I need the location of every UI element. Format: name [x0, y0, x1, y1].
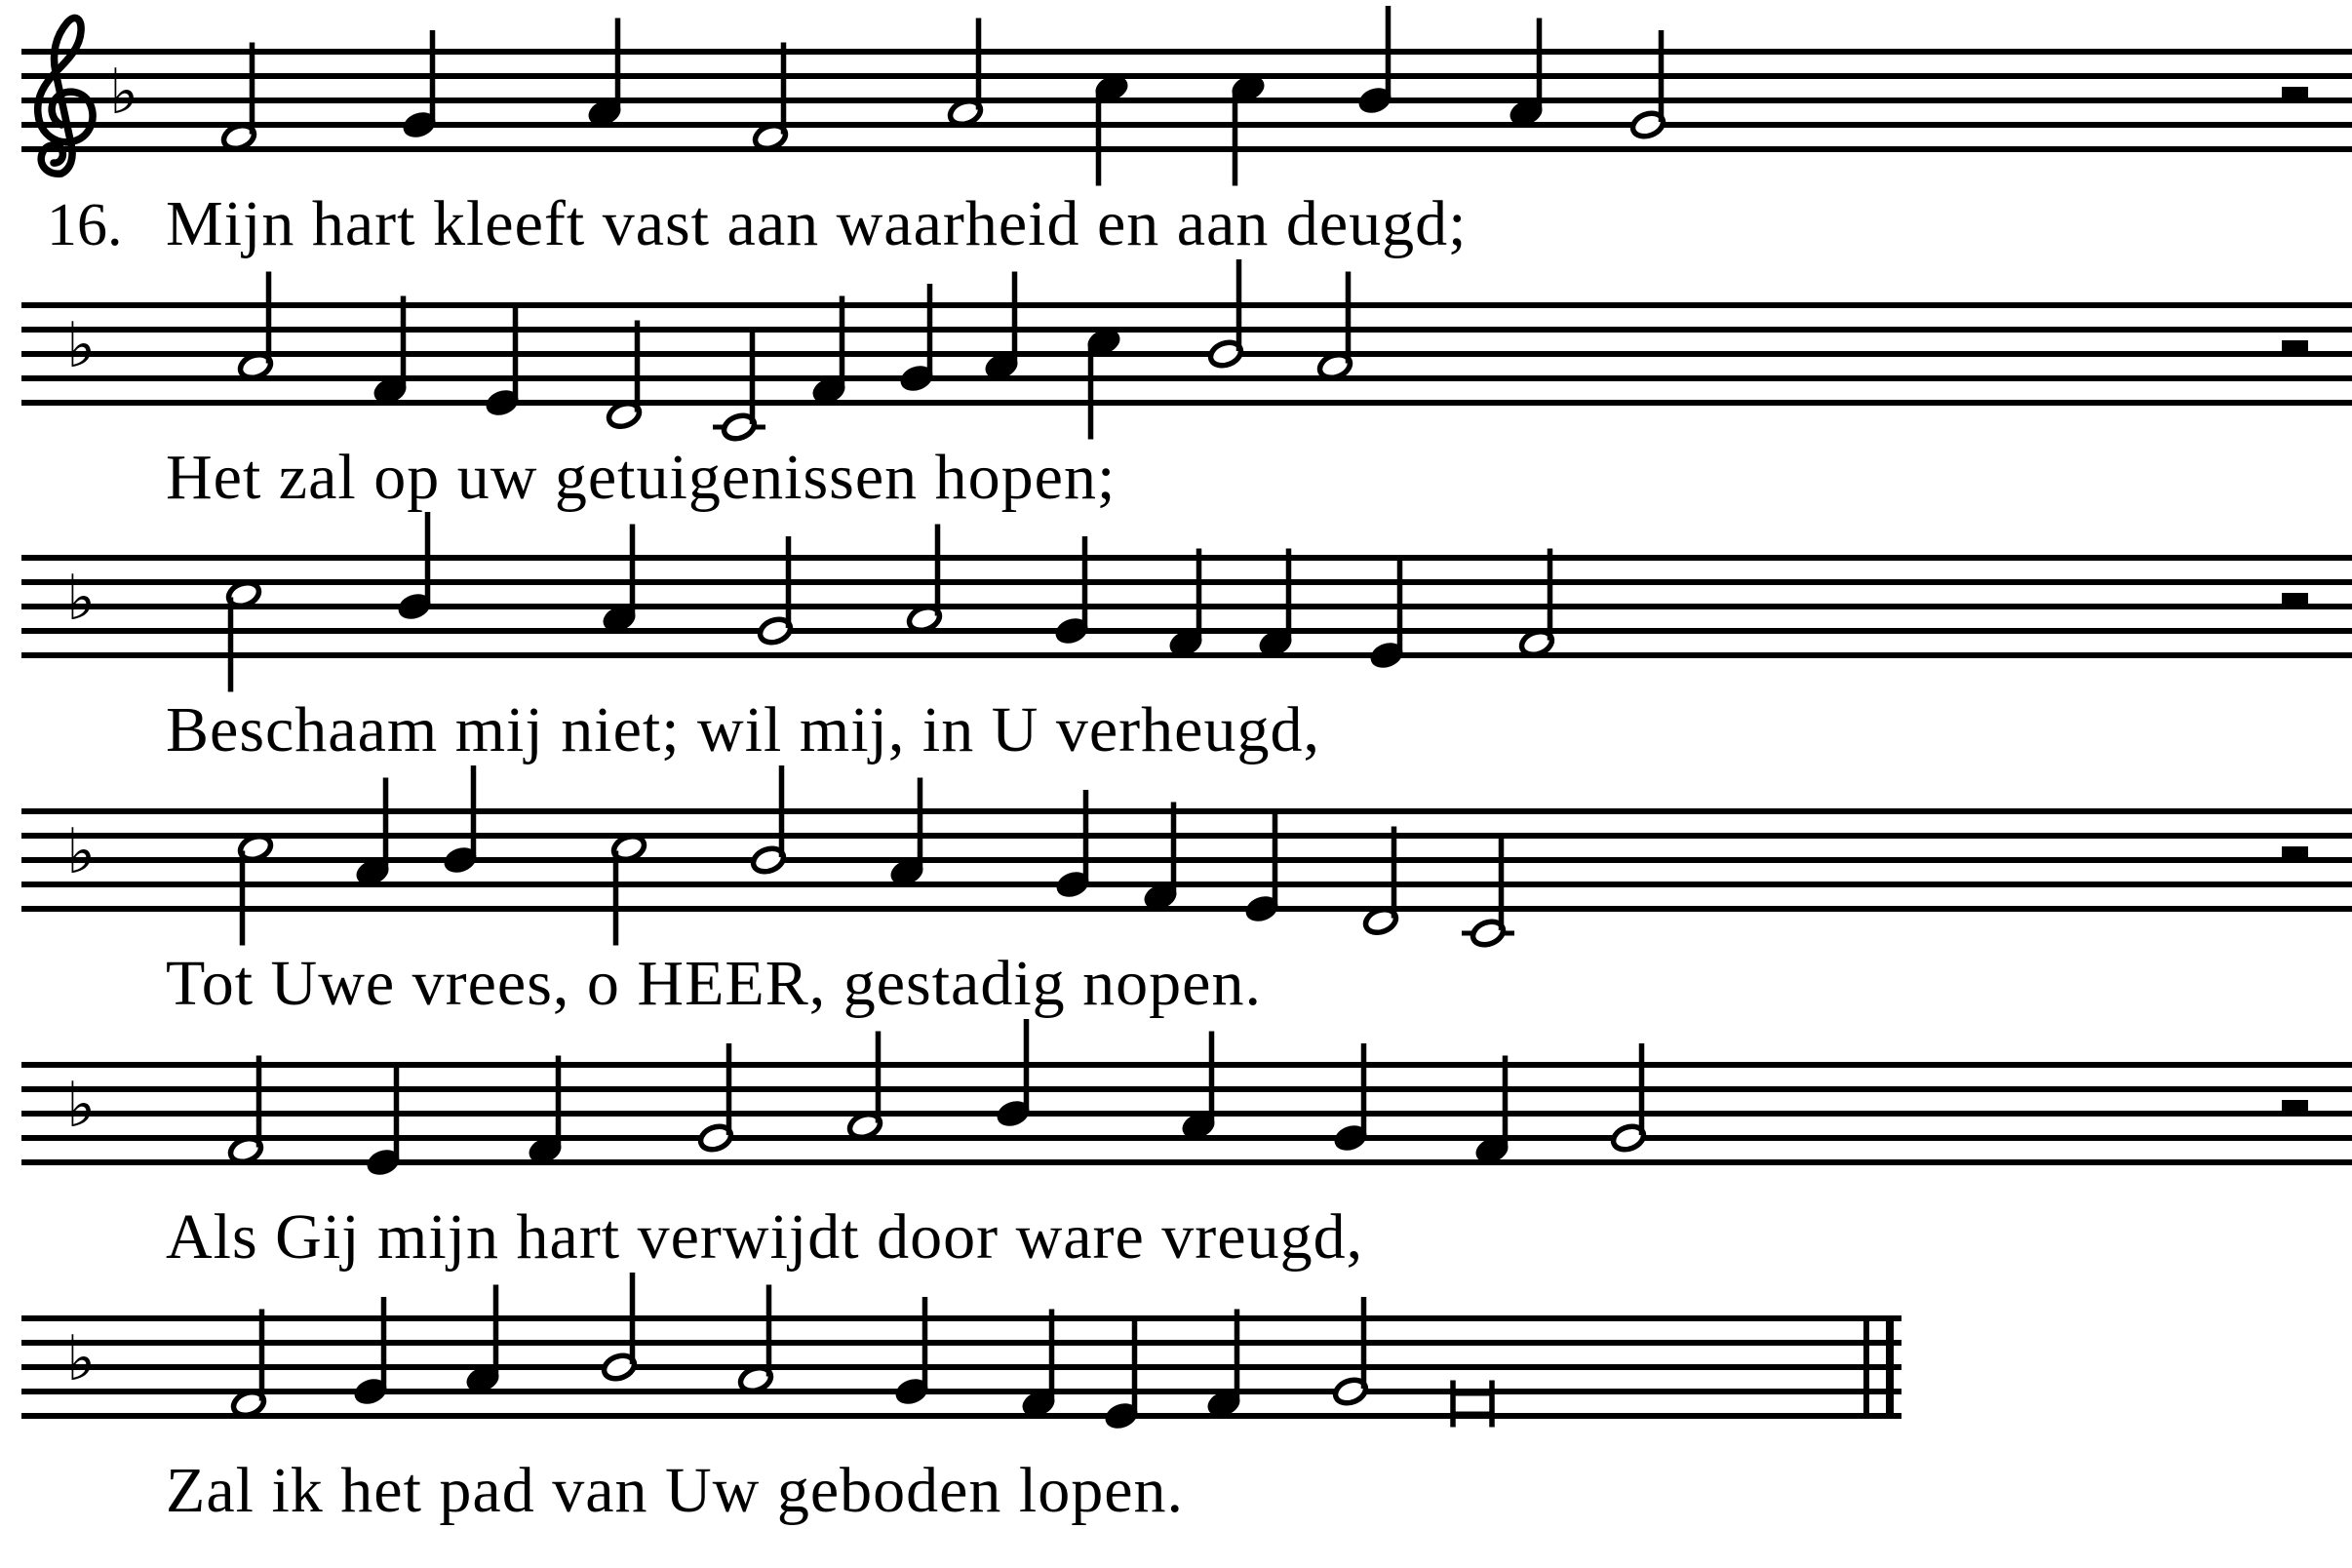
note-G4-half [1332, 1297, 1369, 1407]
verse-number: 16. [47, 192, 123, 258]
note-G4-quarter [898, 284, 935, 394]
key-signature-flat-icon: ♭ [66, 563, 97, 635]
note-E4-quarter [365, 1068, 402, 1178]
note-C4-half [1462, 839, 1514, 949]
lyric-line-6: Zal ik het pad van Uw geboden lopen. [166, 1455, 1185, 1526]
note-G4-quarter [352, 1297, 389, 1407]
note-C5-quarter [1230, 72, 1267, 185]
note-C5-quarter [1085, 326, 1122, 439]
lyric-line-1: Mijn hart kleeft vast aan waarheid en aan deugd; [166, 188, 1468, 259]
note-C5-half [237, 832, 274, 945]
half-rest-icon [2282, 593, 2308, 607]
note-G4-quarter [1053, 536, 1090, 647]
note-G4-quarter [1332, 1043, 1369, 1154]
note-F4-breve [1453, 1381, 1492, 1428]
key-signature-flat-icon: ♭ [66, 310, 97, 382]
note-E4-quarter [484, 308, 521, 418]
half-rest-icon [2282, 1100, 2308, 1114]
half-rest-icon [2282, 846, 2308, 860]
note-G4-quarter [401, 30, 438, 140]
note-G4-quarter [1054, 790, 1091, 900]
lyric-line-3: Beschaam mij niet; wil mij, in U verheugd, [166, 694, 1320, 765]
note-G4-half [697, 1043, 734, 1154]
half-rest-icon [2282, 340, 2308, 354]
note-C5-half [610, 832, 647, 945]
note-B4-quarter [396, 512, 433, 622]
note-G4-half [1629, 30, 1666, 140]
key-signature-flat-icon: ♭ [66, 1070, 97, 1142]
note-B4-half [1207, 259, 1244, 370]
note-E4-quarter [1103, 1321, 1140, 1431]
note-E4-quarter [1243, 814, 1280, 924]
note-G4-half [757, 536, 794, 647]
note-G4-quarter [893, 1297, 930, 1407]
note-B4-half [750, 765, 787, 876]
note-B4-quarter [442, 765, 479, 876]
note-C4-half [713, 333, 765, 443]
lyric-line-4: Tot Uwe vrees, o HEER, gestadig nopen. [166, 948, 1262, 1019]
note-B4-quarter [995, 1019, 1032, 1129]
key-signature-flat-icon: ♭ [66, 1323, 97, 1395]
key-signature-flat-icon: ♭ [109, 57, 139, 129]
half-rest-icon [2282, 87, 2308, 100]
lyric-line-5: Als Gij mijn hart verwijdt door ware vreugd, [166, 1201, 1364, 1273]
note-E4-quarter [1368, 561, 1405, 671]
note-C5-quarter [1093, 72, 1130, 185]
key-signature-flat-icon: ♭ [66, 816, 97, 888]
note-G4-half [1610, 1043, 1647, 1154]
note-C5-half [225, 578, 262, 691]
note-B4-half [601, 1273, 638, 1383]
lyric-line-2: Het zal op uw getuigenissen hopen; [166, 442, 1117, 513]
note-B4-quarter [1356, 6, 1393, 116]
